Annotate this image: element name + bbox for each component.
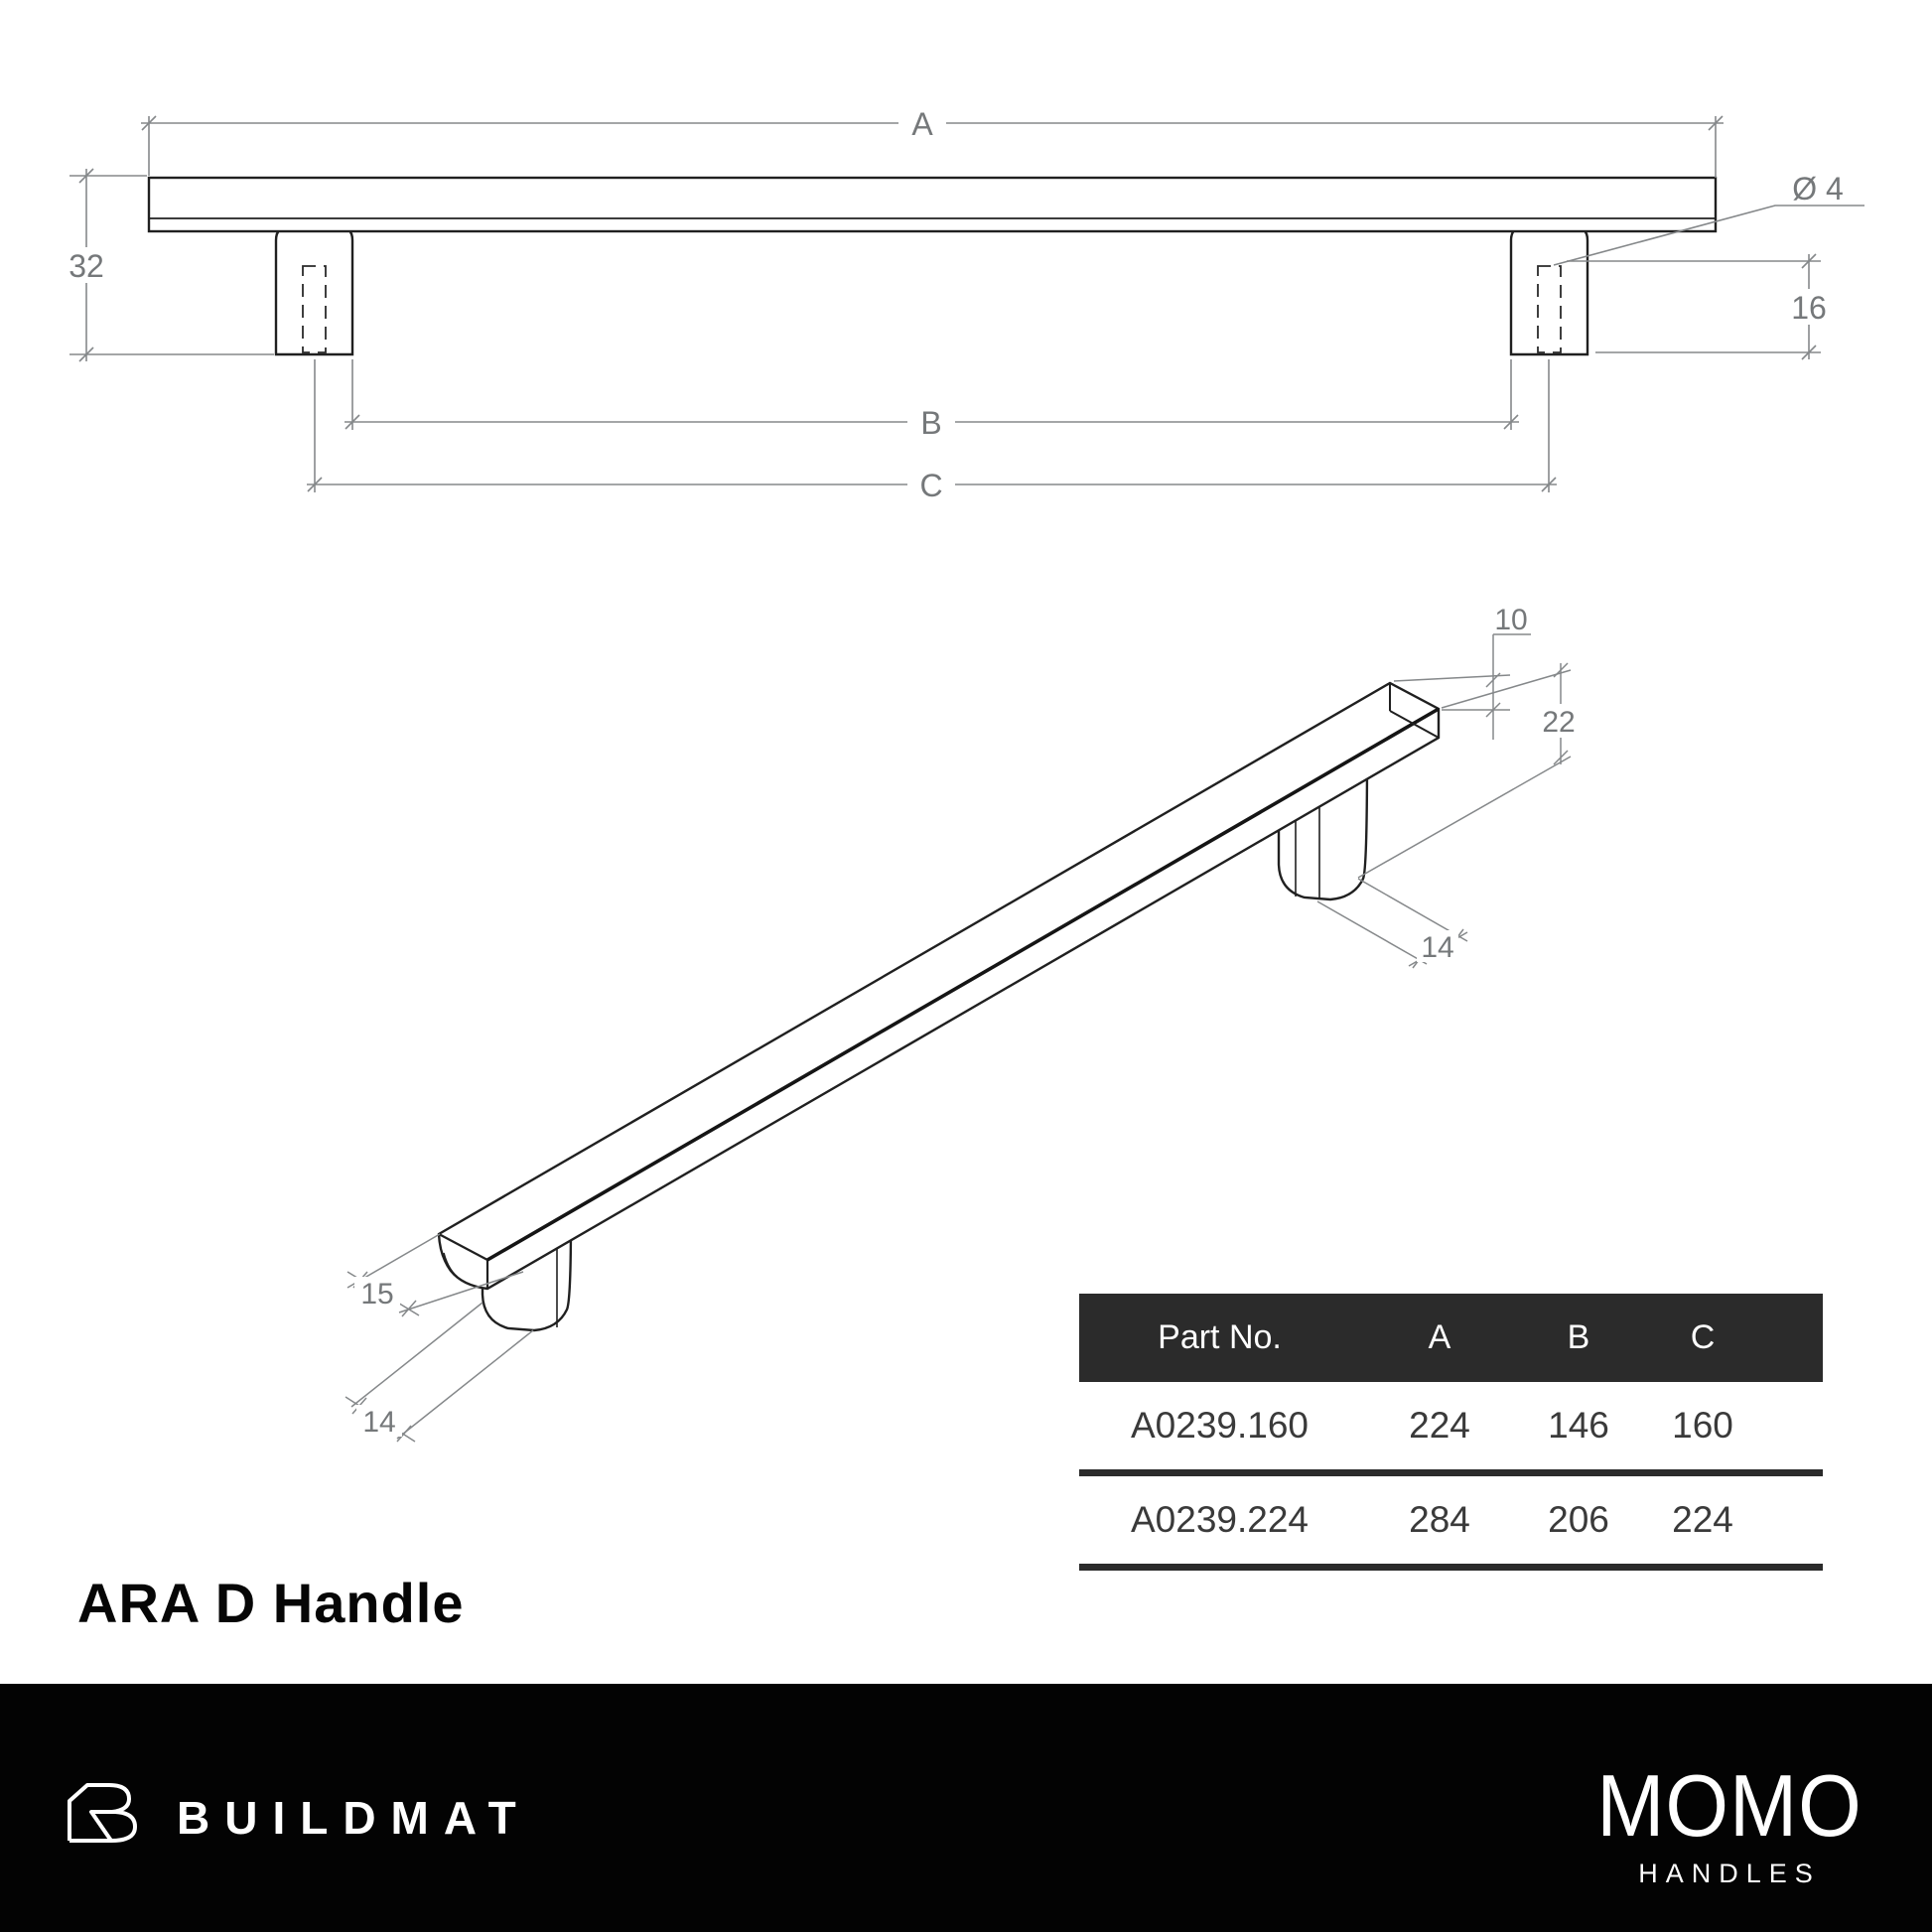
dim-label-bar-thickness-10: 10	[1494, 604, 1528, 636]
col-header-c: C	[1690, 1318, 1716, 1356]
momo-logo	[1581, 1755, 1878, 1889]
spec-table	[1079, 1294, 1823, 1571]
dim-label-post-height-22: 22	[1542, 706, 1576, 739]
dim-label-screw-depth-16: 16	[1791, 290, 1827, 326]
page-title: ARA D Handle	[77, 1572, 465, 1634]
side-elevation-view	[63, 105, 1864, 503]
footer-bar	[0, 1684, 1932, 1932]
table-bottom-rule	[1079, 1564, 1823, 1571]
table-divider	[1079, 1469, 1823, 1476]
dim-label-end-overhang-15: 15	[360, 1278, 394, 1311]
c-value: 224	[1672, 1499, 1733, 1540]
part-no-value: A0239.160	[1130, 1405, 1309, 1446]
buildmat-wordmark: BUILDMAT	[177, 1792, 531, 1844]
dim-label-post-width-right-14: 14	[1421, 931, 1454, 964]
col-header-a: A	[1428, 1318, 1451, 1356]
c-value: 160	[1672, 1405, 1733, 1446]
table-row	[1079, 1476, 1823, 1564]
spec-table-header	[1079, 1294, 1823, 1382]
iso-handle-bar	[439, 683, 1439, 1289]
table-row	[1079, 1382, 1823, 1469]
dim-label-overall-a: A	[911, 106, 933, 142]
momo-wordmark: MOMO	[1596, 1756, 1863, 1855]
buildmat-icon	[64, 1779, 141, 1847]
momo-handles-label: HANDLES	[1638, 1859, 1821, 1888]
dim-label-hole-diameter: Ø 4	[1792, 171, 1844, 207]
left-post	[276, 225, 352, 354]
col-header-b: B	[1567, 1318, 1590, 1356]
b-value: 206	[1548, 1499, 1609, 1540]
dim-label-centres-c: C	[919, 468, 943, 503]
handle-bar	[149, 178, 1716, 231]
dim-label-post-width-left-14: 14	[362, 1406, 396, 1439]
dim-label-inner-b: B	[920, 405, 942, 441]
part-no-value: A0239.224	[1130, 1499, 1309, 1540]
col-header-part-no: Part No.	[1158, 1318, 1282, 1356]
right-post	[1511, 225, 1587, 354]
a-value: 284	[1409, 1499, 1470, 1540]
dim-label-height-32: 32	[69, 248, 104, 284]
a-value: 224	[1409, 1405, 1470, 1446]
b-value: 146	[1548, 1405, 1609, 1446]
